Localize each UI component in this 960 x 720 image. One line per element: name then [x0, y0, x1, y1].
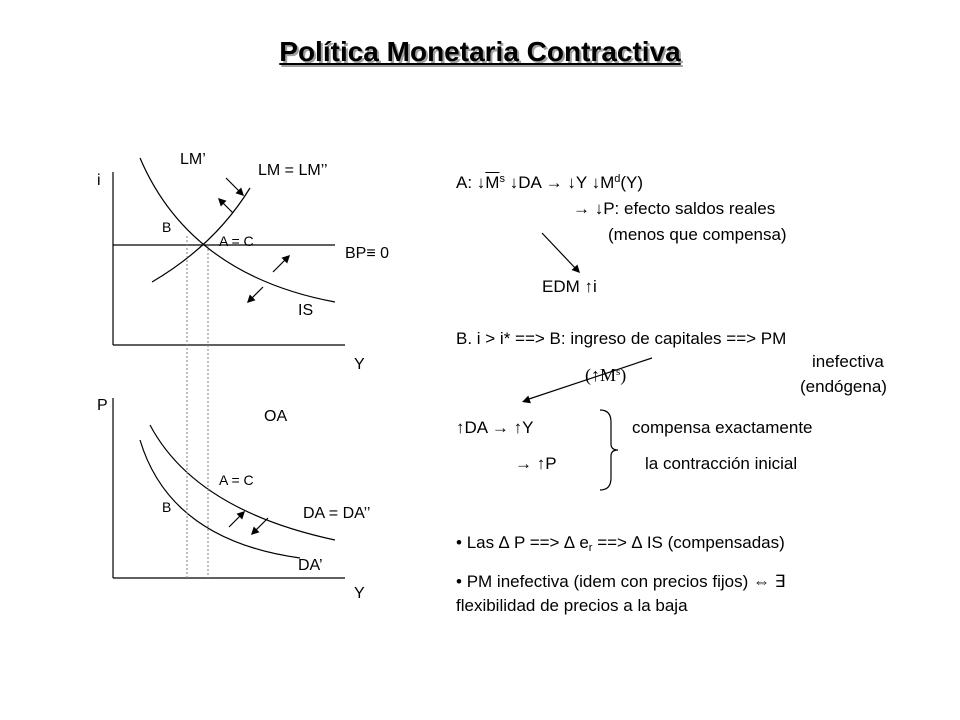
effect-1-left: ↑DA → ↑Y	[456, 418, 534, 437]
money-supply-note	[585, 365, 626, 385]
case-a-lead: A: ↓	[456, 173, 486, 192]
bullet-marker: •	[456, 572, 462, 591]
case-b-line-3: (endógena)	[800, 377, 887, 396]
bottom-point-b-label: B	[162, 499, 172, 515]
bullet-item-2	[456, 572, 785, 592]
bullet-1-subscript: r	[588, 542, 593, 554]
da-equal-label: DA = DA’’	[303, 505, 371, 522]
case-a-middle: ↓DA → ↓Y ↓M	[504, 173, 615, 192]
bp-label: BP≡ 0	[345, 245, 390, 262]
top-point-b-label: B	[162, 219, 172, 235]
bottom-x-axis-label: Y	[354, 585, 365, 602]
da-prime-label: DA’	[298, 557, 323, 574]
grouping-brace	[600, 410, 618, 490]
bullet-2-line-2: flexibilidad de precios a la baja	[456, 596, 688, 615]
bullet-1-lead: Las ∆ P ==> ∆ e	[466, 533, 589, 552]
money-supply-note-tail: )	[620, 365, 627, 385]
money-supply-symbol: $\overline{M}$	[485, 173, 500, 192]
slide-title: Política Monetaria Contractiva	[279, 36, 681, 67]
bullet-1-tail: ==> ∆ IS (compensadas)	[592, 533, 785, 552]
oa-label: OA	[264, 408, 288, 425]
case-b-line-1: B. i > i* ==> B: ingreso de capitales ==> PM	[456, 329, 787, 348]
effect-2-right: la contracción inicial	[645, 454, 798, 473]
bullet-item-1	[456, 533, 785, 553]
money-supply-note-lead: (↑M	[585, 365, 616, 385]
case-a-tail: (Y)	[620, 173, 644, 192]
case-b-line-2: inefectiva	[812, 352, 884, 371]
bullet-marker: •	[456, 533, 462, 552]
top-point-a-label: A = C	[219, 233, 254, 249]
effect-1-right: compensa exactamente	[632, 418, 813, 437]
bottom-y-axis-label: P	[97, 397, 108, 414]
money-demand-superscript: d	[614, 173, 621, 185]
lm-equal-label: LM = LM’’	[258, 162, 328, 179]
arrowhead	[522, 396, 531, 404]
lm-prime-label: LM’	[180, 151, 206, 168]
bottom-point-a-label: A = C	[219, 472, 254, 488]
edm-text: EDM ↑i	[542, 277, 597, 296]
edm-arrow	[542, 233, 577, 270]
effect-2-left: → ↑P	[515, 454, 557, 473]
top-x-axis-label: Y	[354, 356, 365, 373]
case-a-line-1	[456, 173, 643, 193]
money-supply-note-sup: s	[616, 366, 621, 378]
top-y-axis-label: i	[97, 172, 101, 189]
money-supply-superscript: s	[499, 173, 505, 185]
bullet-2-line-1: PM inefectiva (idem con precios fijos) ⇔ ∃	[466, 572, 786, 591]
is-label: IS	[298, 302, 314, 319]
case-a-line-3: (menos que compensa)	[608, 225, 787, 244]
case-a-line-2: → ↓P: efecto saldos reales	[573, 199, 776, 218]
